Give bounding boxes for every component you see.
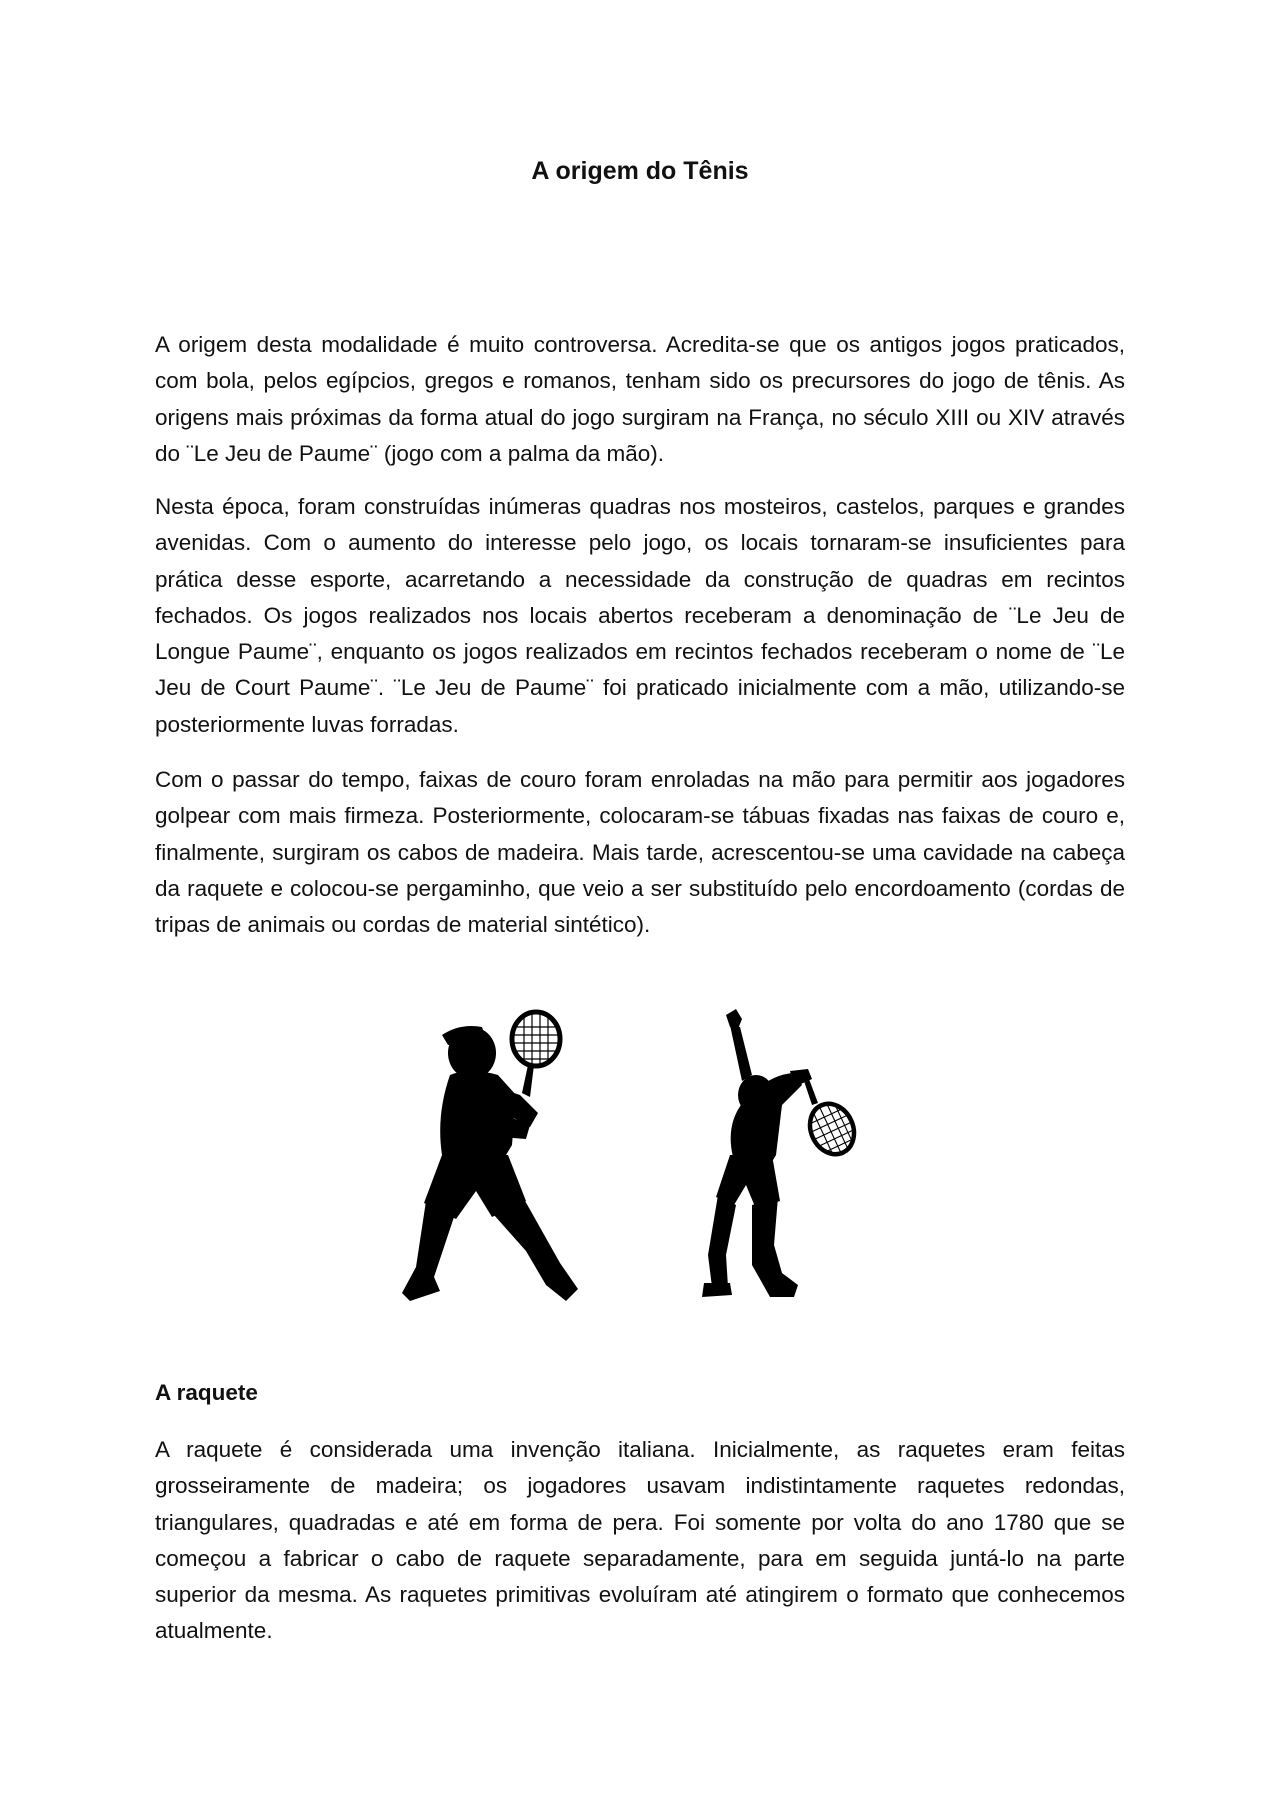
page-title: A origem do Tênis — [531, 157, 749, 185]
tennis-player-backhand-icon — [390, 1005, 630, 1310]
paragraph-racket: A raquete é considerada uma invenção italiana. Inicialmente, as raquetes eram feitas grosseiramente de madeira; os jogadores usavam indistintamente raquetes redondas, triangulares, quadradas e até em forma de pera. Foi somente por volta do ano 1780 que se começou a fabricar o cabo de raquete separadamente, para em seguida juntá-lo na parte superior da mesma. As raquetes primitivas evoluíram até atingirem o formato que conhecemos atualmente. — [155, 1437, 1125, 1644]
tennis-player-serve-icon — [690, 1005, 910, 1310]
paragraph-origin: A origem desta modalidade é muito controversa. Acredita-se que os antigos jogos praticados, com bola, pelos egípcios, gregos e romanos, tenham sido os precursores do jogo de tênis. As origens mais próximas da forma atual do jogo surgiram na França, no século XIII ou XIV através do ¨Le Jeu de Paume¨ (jogo com a palma da mão). — [155, 332, 1125, 466]
paragraph-evolution: Com o passar do tempo, faixas de couro foram enroladas na mão para permitir aos jogadores golpear com mais firmeza. Posteriormente, colocaram-se tábuas fixadas nas faixas de couro e, finalmente, surgiram os cabos de madeira. Mais tarde, acrescentou-se uma cavidade na cabeça da raquete e colocou-se pergaminho, que veio a ser substituído pelo encordoamento (cordas de tripas de animais ou cordas de material sintético). — [155, 767, 1125, 938]
section-heading-racket: A raquete — [155, 1380, 258, 1405]
tennis-players-figure — [390, 1005, 910, 1310]
paragraph-courts: Nesta época, foram construídas inúmeras quadras nos mosteiros, castelos, parques e grandes avenidas. Com o aumento do interesse pelo jogo, os locais tornaram-se insuficientes para prática desse esporte, acarretando a necessidade da construção de quadras em recintos fechados. Os jogos realizados nos locais abertos receberam a denominação de ¨Le Jeu de Longue Paume¨, enquanto os jogos realizados em recintos fechados receberam o nome de ¨Le Jeu de Court Paume¨. ¨Le Jeu de Paume¨ foi praticado inicialmente com a mão, utilizando-se posteriormente luvas forradas. — [155, 494, 1125, 737]
